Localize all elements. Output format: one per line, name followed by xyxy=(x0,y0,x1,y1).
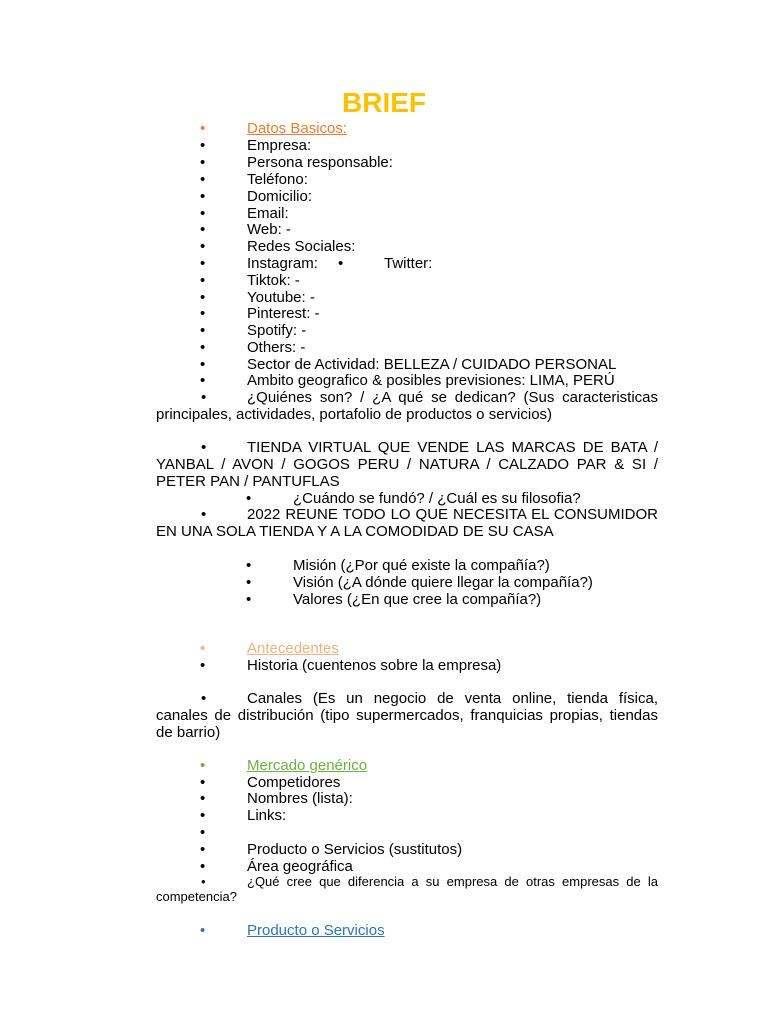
paragraph-reune xyxy=(156,506,658,540)
bullet: • xyxy=(201,439,207,456)
bullet: • xyxy=(200,922,206,939)
bullet: • xyxy=(200,841,206,858)
list-item-text: Persona responsable: xyxy=(247,154,393,171)
paragraph-text: 2022 REUNE TODO LO QUE NECESITA EL CONSUMIDOR EN UNA SOLA TIENDA Y A LA COMODIDAD DE SU CASA xyxy=(156,506,658,540)
bullet: • xyxy=(200,120,206,137)
bullet: • xyxy=(200,372,206,389)
section-title-mercado: Mercado genérico xyxy=(247,757,368,774)
list-item-text: Producto o Servicios (sustitutos) xyxy=(247,841,463,858)
list-item-text: Instagram: xyxy=(247,255,318,272)
list-item-text: Área geográfica xyxy=(247,858,353,875)
bullet: • xyxy=(200,171,206,188)
bullet: • xyxy=(200,272,206,289)
bullet: • xyxy=(246,490,252,507)
list-item-text: Ambito geografico & posibles previsiones: LIMA, PERÚ xyxy=(247,372,615,389)
bullet: • xyxy=(200,774,206,791)
list-item-text: Competidores xyxy=(247,774,341,791)
paragraph-text: ¿Quiénes son? / ¿A qué se dedican? (Sus caracteristicas principales, actividades, portafolio de productos o servicios) xyxy=(156,389,658,423)
bullet: • xyxy=(201,690,207,707)
list-item-text: Visión (¿A dónde quiere llegar la compañía?) xyxy=(293,574,593,591)
bullet: • xyxy=(200,858,206,875)
bullet: • xyxy=(200,640,206,657)
bullet: • xyxy=(200,757,206,774)
list-item-text: Tiktok: - xyxy=(247,272,300,289)
list-item-text: Pinterest: - xyxy=(247,305,320,322)
bullet: • xyxy=(200,289,206,306)
bullet: • xyxy=(246,557,252,574)
bullet: • xyxy=(201,874,206,889)
bullet: • xyxy=(200,188,206,205)
bullet: • xyxy=(201,506,207,523)
bullet: • xyxy=(200,322,206,339)
document-title: BRIEF xyxy=(342,87,426,118)
bullet: • xyxy=(200,255,206,272)
list-item-text: Empresa: xyxy=(247,137,312,154)
bullet: • xyxy=(200,305,206,322)
list-item-text: Redes Sociales: xyxy=(247,238,356,255)
bullet: • xyxy=(200,154,206,171)
paragraph-tienda xyxy=(156,439,658,490)
list-item-text: Historia (cuentenos sobre la empresa) xyxy=(247,657,502,674)
bullet: • xyxy=(246,574,252,591)
bullet: • xyxy=(200,807,206,824)
paragraph-text: TIENDA VIRTUAL QUE VENDE LAS MARCAS DE BATA / YANBAL / AVON / GOGOS PERU / NATURA / CALZADO PAR & SI / PETER PAN / PANTUFLAS xyxy=(156,439,658,490)
list-item-text: Links: xyxy=(247,807,287,824)
paragraph-diferencia xyxy=(156,874,658,904)
list-item-text: Twitter: xyxy=(384,255,433,272)
section-title-datos-basicos: Datos Basicos: xyxy=(247,120,348,137)
paragraph-text: ¿Qué cree que diferencia a su empresa de otras empresas de la competencia? xyxy=(156,874,658,904)
bullet: • xyxy=(200,205,206,222)
list-item-text: Teléfono: xyxy=(247,171,308,188)
paragraph-quienes xyxy=(156,389,658,423)
paragraph-text: Canales (Es un negocio de venta online, tienda física, canales de distribución (tipo supermercados, franquicias propias, tiendas de barrio) xyxy=(156,690,658,741)
section-title-antecedentes: Antecedentes xyxy=(247,640,339,657)
bullet: • xyxy=(201,389,207,406)
bullet: • xyxy=(200,221,206,238)
section-title-producto: Producto o Servicios xyxy=(247,922,385,939)
list-item-text: Email: xyxy=(247,205,289,222)
list-item-text: Others: - xyxy=(247,339,306,356)
list-item-text: ¿Cuándo se fundó? / ¿Cuál es su filosofia? xyxy=(293,490,581,507)
list-item-text: Youtube: - xyxy=(247,289,315,306)
bullet: • xyxy=(200,356,206,373)
list-item-text: Spotify: - xyxy=(247,322,307,339)
bullet: • xyxy=(200,339,206,356)
bullet: • xyxy=(200,790,206,807)
bullet: • xyxy=(338,255,344,272)
bullet: • xyxy=(200,824,206,841)
list-item-text: Sector de Actividad: BELLEZA / CUIDADO PERSONAL xyxy=(247,356,617,373)
list-item-text: Nombres (lista): xyxy=(247,790,353,807)
list-item-text: Domicilio: xyxy=(247,188,313,205)
list-item-text: Web: - xyxy=(247,221,291,238)
bullet: • xyxy=(200,137,206,154)
bullet: • xyxy=(246,591,252,608)
paragraph-canales xyxy=(156,690,658,741)
bullet: • xyxy=(200,657,206,674)
list-item-text: Misión (¿Por qué existe la compañía?) xyxy=(293,557,550,574)
bullet: • xyxy=(200,238,206,255)
list-item-text: Valores (¿En que cree la compañía?) xyxy=(293,591,542,608)
